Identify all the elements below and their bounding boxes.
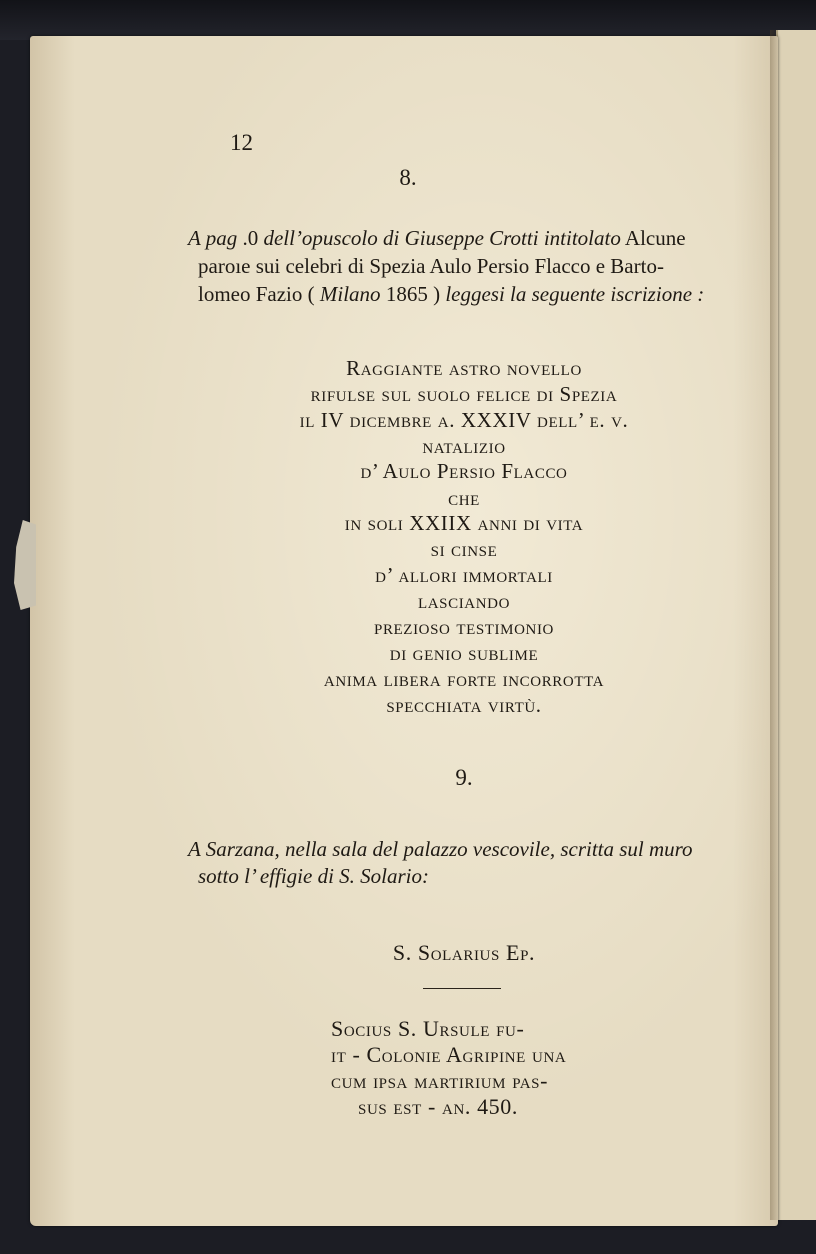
- inscription-line: natalizio: [422, 434, 506, 458]
- intro-italic: A pag: [188, 226, 238, 250]
- inscription-line: Raggiante astro novello: [346, 356, 582, 380]
- inscription-line: lasciando: [417, 589, 511, 613]
- section-number-8: 8.: [399, 165, 417, 190]
- inscription-line: rifulse sul suolo felice di Spezia: [310, 382, 618, 406]
- torn-edge: [14, 520, 36, 610]
- section-number-9: 9.: [455, 765, 473, 790]
- section-8-intro-line-3: [198, 284, 704, 305]
- inscription-line: in soli XXIIX anni di vita: [344, 511, 584, 535]
- inscription-line: il IV dicembre a. XXXIV dell’ e. v.: [299, 408, 629, 432]
- inscription-line: che: [448, 486, 480, 510]
- page-number: 12: [230, 130, 253, 155]
- inscription-line: d’ allori immortali: [375, 563, 553, 587]
- section-8-intro-line-2: paroıe sui celebri di Spezia Aulo Persio Flacco e Barto-: [198, 254, 664, 278]
- section-9-intro-line-2: sotto l’ effigie di S. Solario:: [198, 864, 429, 888]
- intro-italic: dell’opuscolo di Giuseppe Crotti intitolato: [263, 226, 621, 250]
- inscription-line: cum ipsa martirium pas-: [331, 1068, 549, 1093]
- divider-rule: [423, 988, 501, 989]
- inscription-line: sus est - an. 450.: [358, 1094, 518, 1119]
- intro-plain: Alcune: [620, 226, 686, 250]
- intro-plain: .0: [237, 226, 264, 250]
- inscription-line: Socius S. Ursule fu-: [331, 1016, 525, 1041]
- inscription-line: it - Colonie Agripine una: [331, 1042, 567, 1067]
- inscription-line: anima libera forte incorrotta: [323, 667, 605, 691]
- intro-plain: lomeo Fazio (: [198, 282, 320, 306]
- inscription-line: specchiata virtù.: [386, 693, 542, 717]
- section-8-intro-line-1: [188, 228, 742, 249]
- inscription-line: si cinse: [430, 537, 498, 561]
- scan-background-top: [0, 0, 816, 40]
- inscription-line: d’ Aulo Persio Flacco: [360, 459, 568, 483]
- intro-plain: 1865 ): [380, 282, 446, 306]
- inscription-heading: S. Solarius Ep.: [392, 940, 536, 965]
- section-9-intro-line-1: A Sarzana, nella sala del palazzo vescovile, scritta sul muro: [188, 837, 693, 861]
- inscription-line: di genio sublime: [389, 641, 539, 665]
- inscription-line: prezioso testimonio: [374, 615, 554, 639]
- intro-italic: Milano: [319, 282, 381, 306]
- intro-italic: leggesi la seguente iscrizione :: [445, 282, 705, 306]
